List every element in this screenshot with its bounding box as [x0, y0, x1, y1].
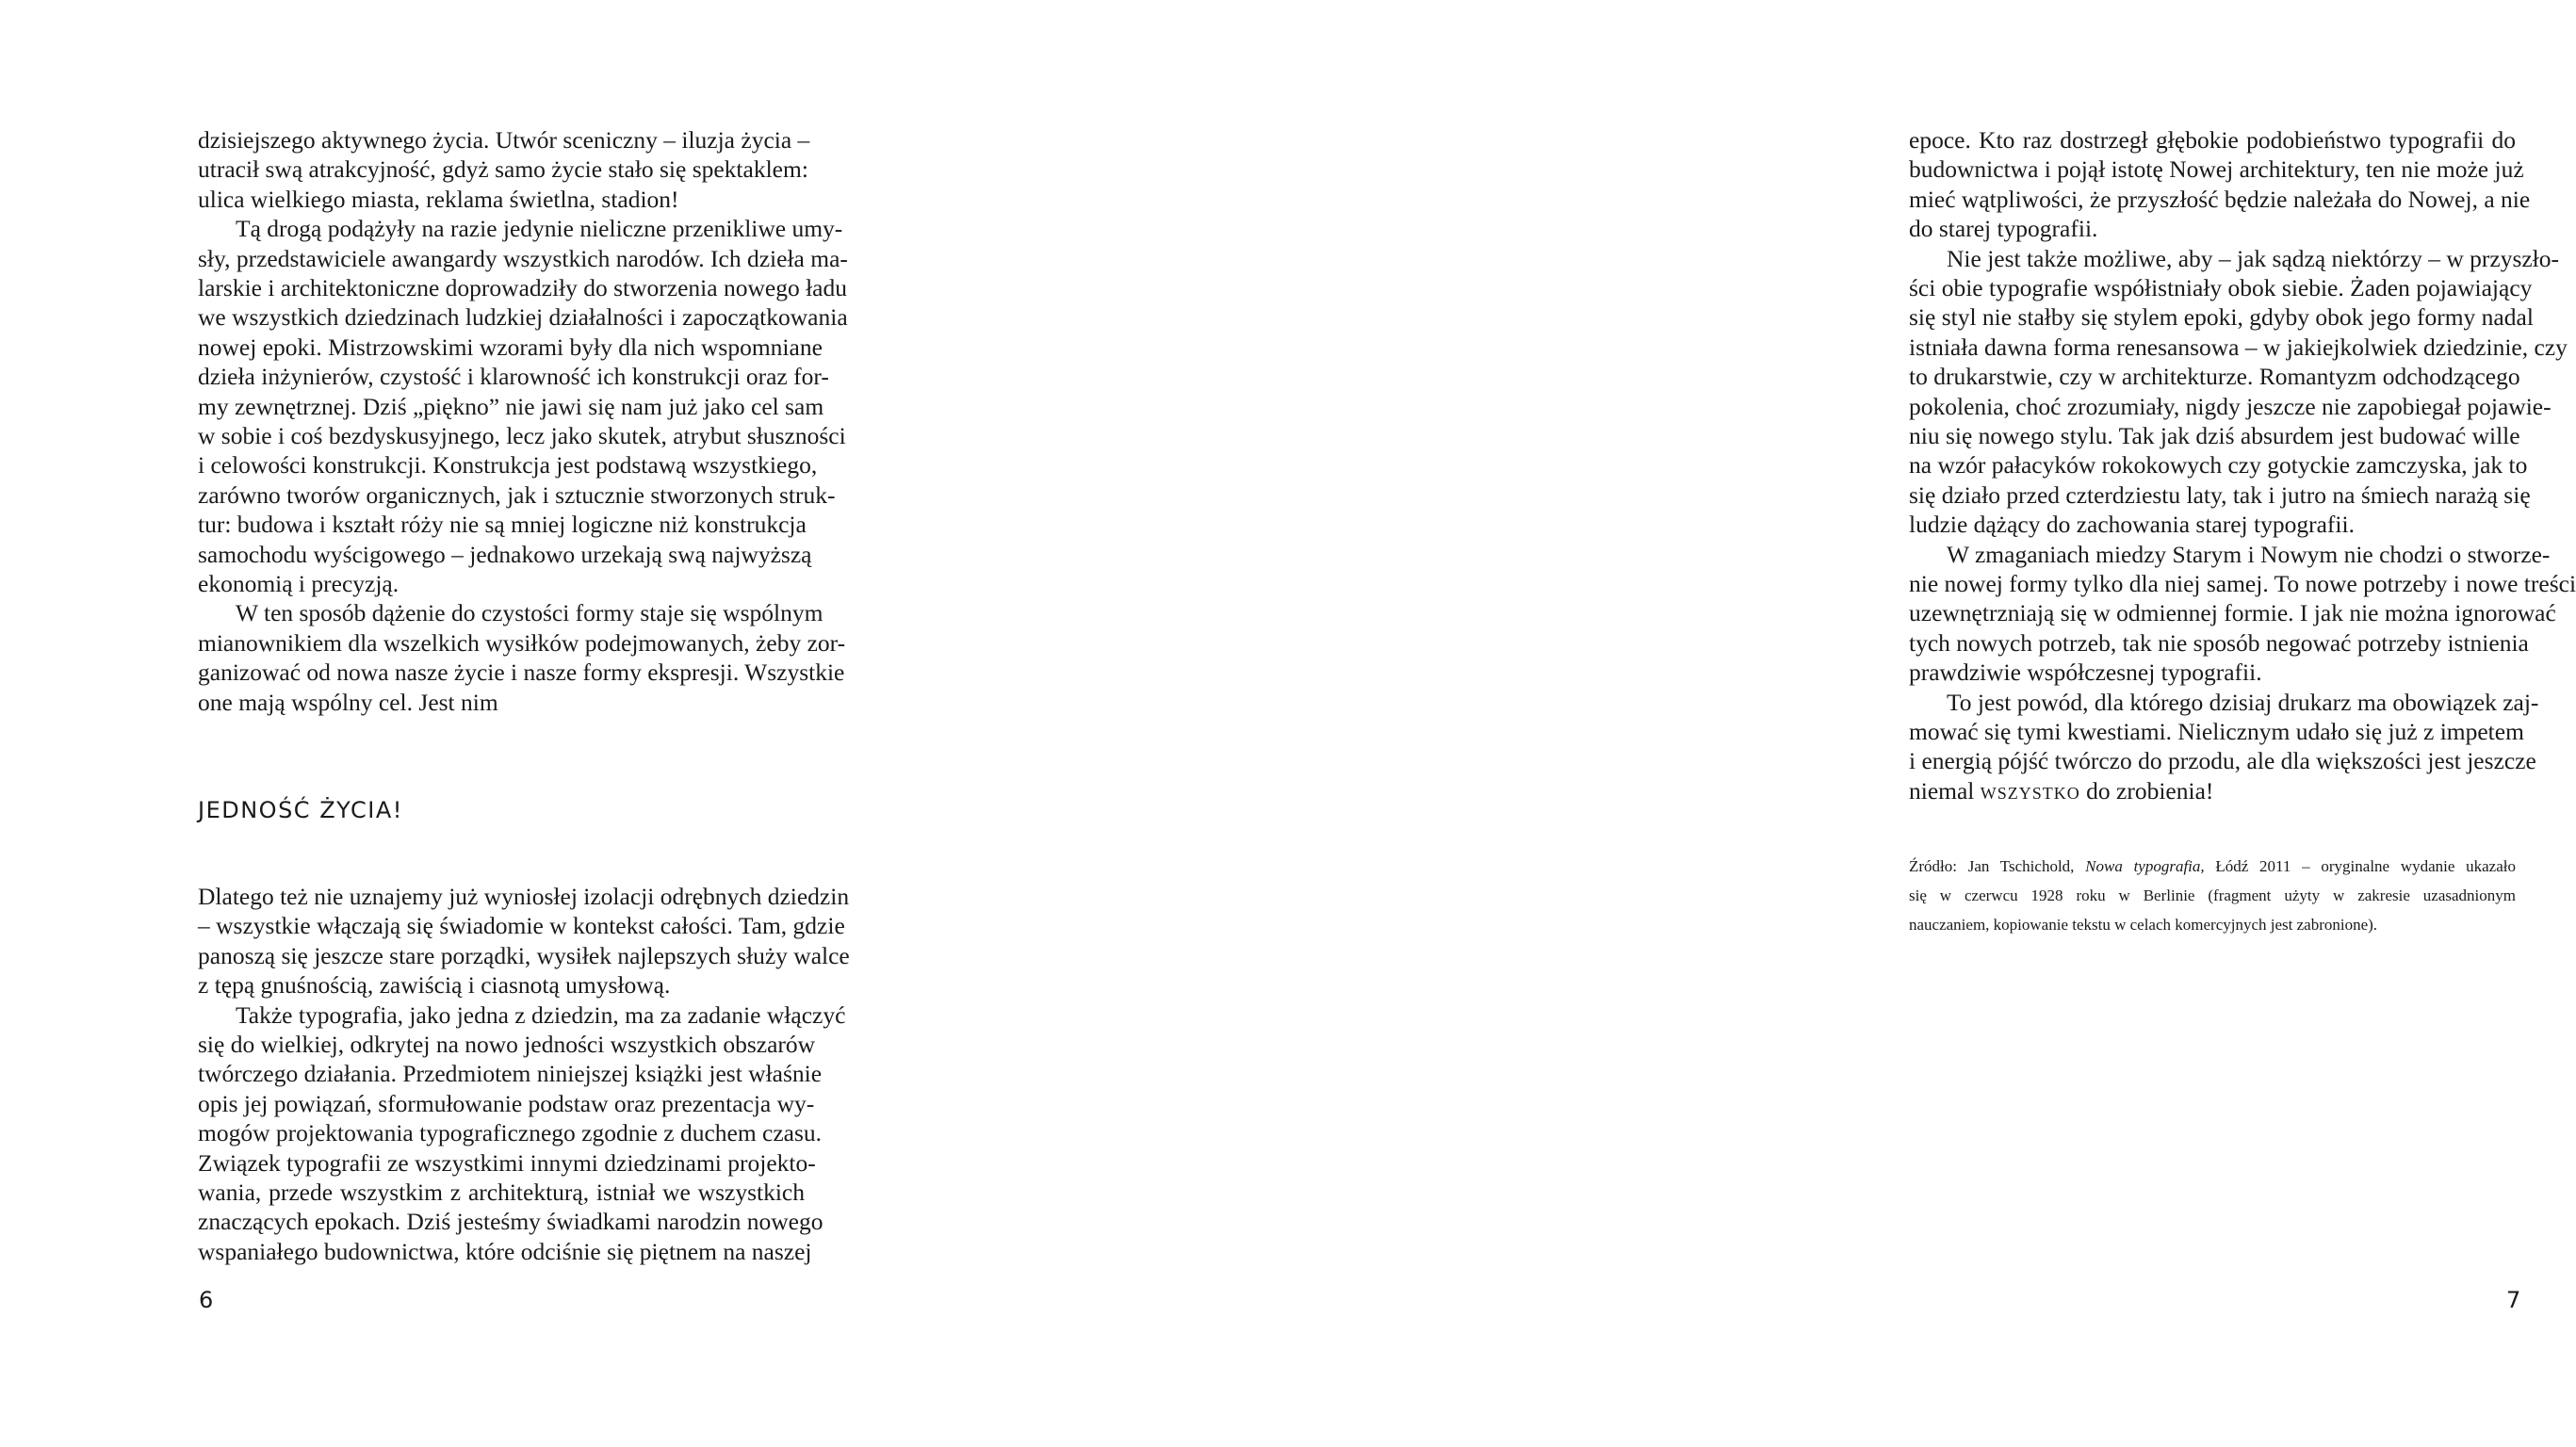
- text-line: tur: budowa i kształt róży nie są mniej logiczne niż konstrukcja: [198, 511, 807, 539]
- text-line: utracił swą atrakcyjność, gdyż samo życie stało się spektaklem:: [198, 155, 808, 184]
- text-line: Także typografia, jako jedna z dziedzin, ma za zadanie włączyć: [236, 1000, 846, 1029]
- text-line: dzisiejszego aktywnego życia. Utwór sceniczny – iluzja życia –: [198, 126, 810, 154]
- text-line: prawdziwie współczesnej typografii.: [1909, 658, 2262, 687]
- text-line: wspaniałego budownictwa, które odciśnie się piętnem na naszej: [198, 1237, 812, 1265]
- text-line: To jest powód, dla którego dzisiaj drukarz ma obowiązek zaj-: [1947, 688, 2539, 716]
- left-page: [0, 0, 905, 1447]
- source-note-author: Źródło: Jan Tschichold,: [1909, 857, 2086, 875]
- text-line: do starej typografii.: [1909, 215, 2098, 243]
- text-line: – wszystkie włączają się świadomie w kontekst całości. Tam, gdzie: [198, 912, 845, 940]
- source-note-details: Łódź 2011 – oryginalne wydanie ukazało: [2204, 857, 2517, 875]
- text-line: zarówno tworów organicznych, jak i sztucznie stworzonych struk-: [198, 480, 836, 509]
- text-line: to drukarstwie, czy w architekturze. Romantyzm odchodzącego: [1909, 363, 2520, 391]
- source-note-line-3: nauczaniem, kopiowanie tekstu w celach komercyjnych jest zabronione).: [1909, 916, 2378, 934]
- text-line: Związek typografii ze wszystkimi innymi dziedzinami projekto-: [198, 1148, 816, 1177]
- source-note-line-2: się w czerwcu 1928 roku w Berlinie (fragment użyty w zakresie uzasadnionym: [1909, 886, 2516, 904]
- text-line: ekonomią i precyzją.: [198, 570, 399, 597]
- text-line: one mają wspólny cel. Jest nim: [198, 688, 498, 716]
- text-line: znaczących epokach. Dziś jesteśmy świadkami narodzin nowego: [198, 1208, 823, 1236]
- page-number-left: 6: [199, 1287, 214, 1313]
- section-heading: JEDNOŚĆ ŻYCIA!: [198, 797, 403, 823]
- source-note-title: Nowa typografia,: [2085, 857, 2205, 875]
- text-line: mianownikiem dla wszelkich wysiłków podejmowanych, żeby zor-: [198, 628, 846, 657]
- text-line: ści obie typografie współistniały obok siebie. Żaden pojawiający: [1909, 274, 2533, 301]
- closing-line-before: niemal: [1909, 776, 1981, 805]
- text-line: wania, przede wszystkim z architekturą, istniał we wszystkich: [198, 1179, 805, 1206]
- text-line: we wszystkich dziedzinach ludzkiej działalności i zapoczątkowania: [198, 303, 848, 332]
- text-line: uzewnętrzniają się w odmiennej formie. I jak nie można ignorować: [1909, 599, 2556, 627]
- text-line: się styl nie stałby się stylem epoki, gdyby obok jego formy nadal: [1909, 303, 2534, 332]
- text-line: nie nowej formy tylko dla niej samej. To nowe potrzeby i nowe treści: [1909, 570, 2576, 597]
- source-note-line-1: [1909, 852, 2516, 882]
- text-line: Tą drogą podążyły na razie jedynie nieliczne przenikliwe umy-: [236, 215, 843, 243]
- text-line: nowej epoki. Mistrzowskimi wzorami były dla nich wspomniane: [198, 333, 823, 361]
- text-line: się działo przed czterdziestu laty, tak i jutro na śmiech narażą się: [1909, 480, 2531, 509]
- text-line: budownictwa i pojął istotę Nowej architektury, ten nie może już: [1909, 155, 2524, 184]
- text-line: Dlatego też nie uznajemy już wyniosłej izolacji odrębnych dziedzin: [198, 883, 850, 910]
- closing-line: [1909, 776, 2516, 805]
- text-line: sły, przedstawiciele awangardy wszystkich narodów. Ich dzieła ma-: [198, 244, 848, 272]
- text-line: tych nowych potrzeb, tak nie sposób negować potrzeby istnienia: [1909, 628, 2529, 657]
- text-line: z tępą gnuśnością, zawiścią i ciasnotą umysłową.: [198, 971, 671, 1000]
- text-line: Nie jest także możliwe, aby – jak sądzą niektórzy – w przyszło-: [1947, 244, 2560, 272]
- text-line: i energią pójść twórczo do przodu, ale dla większości jest jeszcze: [1909, 747, 2536, 775]
- text-line: twórczego działania. Przedmiotem niniejszej książki jest właśnie: [198, 1060, 823, 1088]
- text-line: samochodu wyścigowego – jednakowo urzekają swą najwyższą: [198, 540, 812, 568]
- text-line: i celowości konstrukcji. Konstrukcja jest podstawą wszystkiego,: [198, 451, 818, 480]
- text-line: larskie i architektoniczne doprowadziły do stworzenia nowego ładu: [198, 274, 847, 301]
- text-line: mieć wątpliwości, że przyszłość będzie należała do Nowej, a nie: [1909, 185, 2531, 213]
- right-page: [905, 0, 2576, 1447]
- text-line: na wzór pałacyków rokokowych czy gotyckie zamczyska, jak to: [1909, 451, 2528, 480]
- text-line: epoce. Kto raz dostrzegł głębokie podobieństwo typografii do: [1909, 126, 2516, 154]
- text-line: dzieła inżynierów, czystość i klarowność ich konstrukcji oraz for-: [198, 363, 829, 391]
- closing-line-emphasis: wszystko: [1980, 776, 2080, 805]
- text-line: się do wielkiej, odkrytej na nowo jedności wszystkich obszarów: [198, 1031, 816, 1058]
- text-line: opis jej powiązań, sformułowanie podstaw oraz prezentacja wy-: [198, 1089, 815, 1117]
- text-line: W zmaganiach miedzy Starym i Nowym nie chodzi o stworze-: [1947, 540, 2551, 568]
- text-line: W ten sposób dążenie do czystości formy staje się wspólnym: [236, 599, 823, 627]
- text-line: w sobie i coś bezdyskusyjnego, lecz jako skutek, atrybut słuszności: [198, 422, 846, 449]
- text-line: ludzie dążący do zachowania starej typografii.: [1909, 511, 2355, 539]
- text-line: ganizować od nowa nasze życie i nasze formy ekspresji. Wszystkie: [198, 658, 845, 687]
- text-line: istniała dawna forma renesansowa – w jakiejkolwiek dziedzinie, czy: [1909, 333, 2568, 361]
- page-number-right: 7: [2506, 1287, 2521, 1313]
- text-line: pokolenia, choć zrozumiały, nigdy jeszcze nie zapobiegał pojawie-: [1909, 392, 2552, 420]
- text-line: panoszą się jeszcze stare porządki, wysiłek najlepszych służy walce: [198, 941, 850, 969]
- text-line: mogów projektowania typograficznego zgodnie z duchem czasu.: [198, 1119, 823, 1147]
- text-line: ulica wielkiego miasta, reklama świetlna, stadion!: [198, 185, 679, 213]
- text-line: niu się nowego stylu. Tak jak dziś absurdem jest budować wille: [1909, 422, 2520, 449]
- text-line: mować się tymi kwestiami. Nielicznym udało się już z impetem: [1909, 718, 2524, 745]
- text-line: my zewnętrznej. Dziś „piękno” nie jawi się nam już jako cel sam: [198, 392, 824, 420]
- closing-line-after: do zrobienia!: [2079, 776, 2214, 805]
